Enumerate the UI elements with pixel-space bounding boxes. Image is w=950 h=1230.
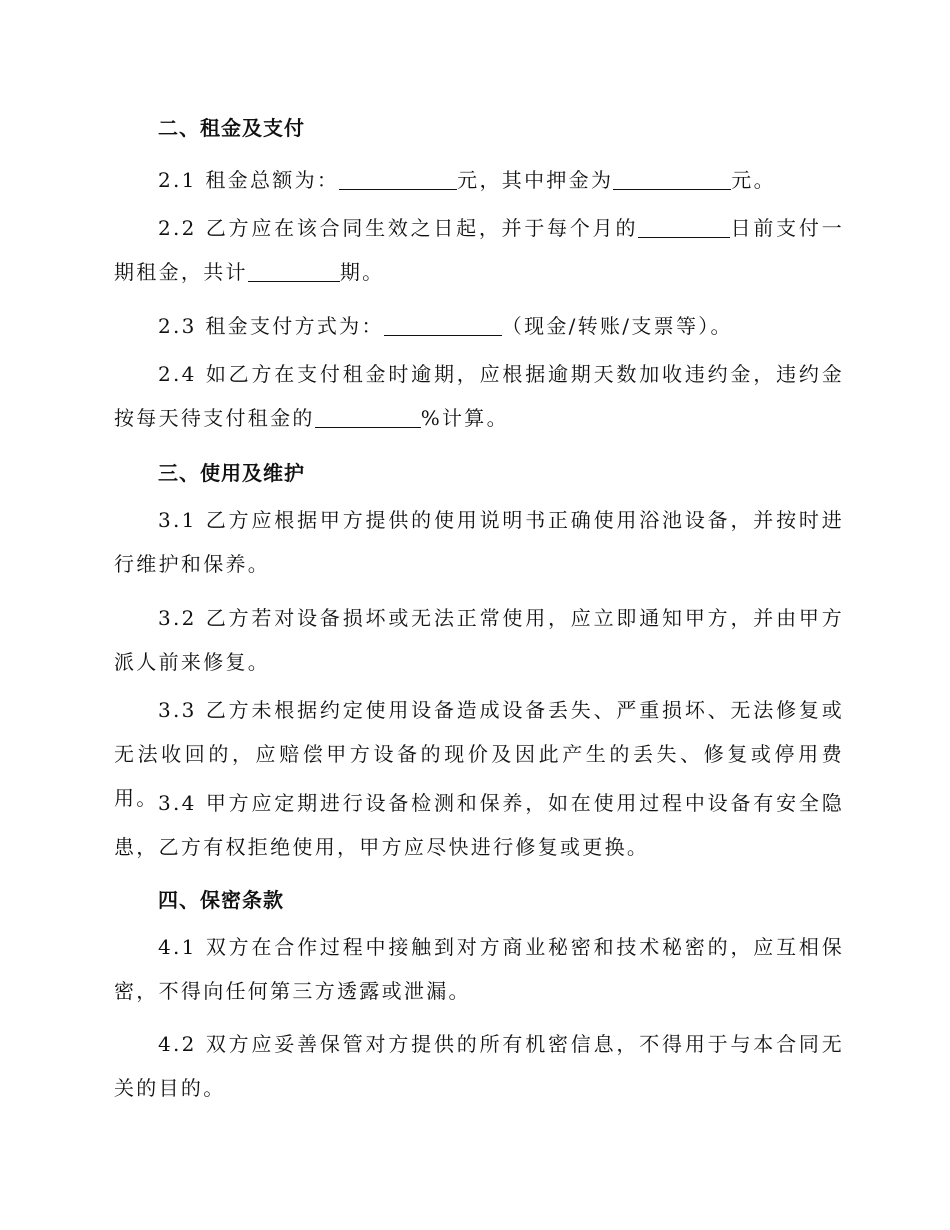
clause-4-2: 4.2 双方应妥善保管对方提供的所有机密信息，不得用于与本合同无关的目的。 <box>114 1032 844 1100</box>
clause-3-3: 3.3 乙方未根据约定使用设备造成设备丢失、严重损坏、无法修复或无法收回的，应赔偿甲方设备的现价及因此产生的丢失、修复或停用费用。 <box>114 698 844 810</box>
clause-2-2-text-a: 2.2 乙方应在该合同生效之日起，并于每个月的 <box>158 216 639 240</box>
penalty-rate-blank[interactable] <box>315 405 421 428</box>
clause-2-1-text-b: 元，其中押金为 <box>457 168 614 192</box>
clause-2-4 <box>114 352 844 440</box>
clause-2-1-text-c: 元。 <box>731 168 776 192</box>
clause-4-1: 4.1 双方在合作过程中接触到对方商业秘密和技术秘密的，应互相保密，不得向任何第三方透露或泄漏。 <box>114 935 844 1003</box>
clause-3-4: 3.4 甲方应定期进行设备检测和保养，如在使用过程中设备有安全隐患，乙方有权拒绝使用，甲方应尽快进行修复或更换。 <box>114 791 844 859</box>
clause-2-1-text-a: 2.1 租金总额为： <box>158 168 340 192</box>
clause-2-3 <box>114 312 844 340</box>
payment-method-blank[interactable] <box>384 313 502 336</box>
clause-2-3-text-b: （现金/转账/支票等）。 <box>501 314 733 338</box>
clause-2-2-text-c: 期。 <box>339 260 385 284</box>
clause-3-1: 3.1 乙方应根据甲方提供的使用说明书正确使用浴池设备，并按时进行维护和保养。 <box>114 508 844 576</box>
clause-3-2: 3.2 乙方若对设备损坏或无法正常使用，应立即通知甲方，并由甲方派人前来修复。 <box>114 606 844 674</box>
clause-2-4-text-b: %计算。 <box>420 406 509 430</box>
installments-blank[interactable] <box>248 259 340 282</box>
section-heading-confidentiality: 四、保密条款 <box>158 888 284 912</box>
clause-2-2-text-b: 日前支付一期租金，共计 <box>114 216 844 284</box>
total-rent-blank[interactable] <box>339 167 457 190</box>
section-heading-rent: 二、租金及支付 <box>158 116 305 140</box>
payment-day-blank[interactable] <box>638 215 730 238</box>
clause-2-4-text-a: 2.4 如乙方在支付租金时逾期，应根据逾期天数加收违约金，违约金按每天待支付租金的 <box>114 362 844 430</box>
clause-2-1 <box>114 166 844 194</box>
clause-2-3-text-a: 2.3 租金支付方式为： <box>158 314 384 338</box>
section-heading-usage: 三、使用及维护 <box>158 461 305 485</box>
deposit-blank[interactable] <box>613 167 731 190</box>
clause-2-2 <box>114 206 844 294</box>
